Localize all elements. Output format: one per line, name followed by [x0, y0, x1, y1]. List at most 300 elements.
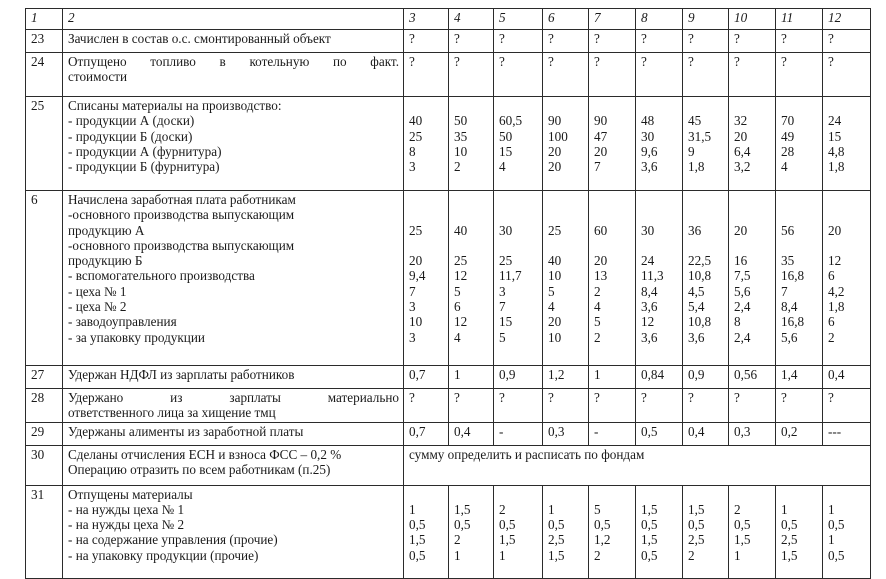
value-line: 30: [641, 128, 655, 144]
value-spacer: [734, 192, 771, 207]
value-line: 8: [409, 143, 416, 159]
description-line: - заводоуправления: [68, 314, 177, 330]
value-line: 6: [454, 299, 461, 315]
value-line: 10: [454, 143, 468, 159]
value-line: 0,5: [734, 517, 751, 533]
value-line: 15: [828, 128, 842, 144]
row-number: 31: [26, 485, 63, 578]
value-line: 4,5: [688, 283, 705, 299]
value-cell: [543, 422, 589, 445]
value-spacer: [499, 207, 538, 222]
value-line: 2: [454, 532, 461, 548]
value-line: 31,5: [688, 128, 712, 144]
value-cell: [636, 389, 683, 423]
table-row: [26, 191, 871, 366]
description-line: - вспомогательного производства: [68, 268, 255, 284]
value-line: 13: [594, 268, 608, 284]
value-line: 2,5: [548, 532, 565, 548]
value-line: 4,8: [828, 143, 845, 159]
value-spacer: [781, 238, 818, 253]
value-spacer: [828, 192, 866, 207]
value-line: 6,4: [734, 143, 751, 159]
value-spacer: [688, 207, 724, 222]
description-line: - за упаковку продукции: [68, 329, 205, 345]
value-cell: [543, 97, 589, 191]
value-line: 25: [499, 253, 513, 269]
value-line: 30: [641, 222, 655, 238]
value-line: 3,6: [641, 299, 658, 315]
value-cell: [729, 53, 776, 97]
value-line: 100: [548, 128, 568, 144]
value-line: 5: [594, 314, 601, 330]
header-col-4: 4: [449, 9, 494, 30]
value-line: 1,2: [548, 367, 565, 382]
value-line: 0,5: [641, 423, 658, 439]
value-line: -: [594, 423, 599, 439]
header-col-7: 7: [589, 9, 636, 30]
value-spacer: [548, 238, 584, 253]
value-line: ?: [734, 31, 740, 46]
value-line: ?: [828, 54, 834, 69]
value-spacer: [781, 192, 818, 207]
value-line: 4: [594, 299, 601, 315]
value-cell: [449, 389, 494, 423]
value-line: 12: [828, 253, 842, 269]
row-number: 25: [26, 97, 63, 191]
value-cell: [636, 30, 683, 53]
value-cell: [543, 389, 589, 423]
value-spacer: [548, 98, 584, 113]
value-spacer: [688, 238, 724, 253]
value-line: 5,6: [781, 329, 798, 345]
value-line: ?: [828, 31, 834, 46]
value-line: 2,4: [734, 329, 751, 345]
value-spacer: [688, 487, 724, 502]
row-number: 6: [26, 191, 63, 366]
value-line: 1,5: [781, 547, 798, 563]
value-cell: [636, 366, 683, 389]
merged-note-cell: сумму определить и расписать по фондам: [404, 445, 871, 485]
value-line: 1: [828, 532, 835, 548]
value-line: 0,5: [594, 517, 611, 533]
value-spacer: [594, 207, 631, 222]
value-line: ?: [409, 54, 415, 69]
value-line: 0,5: [409, 517, 426, 533]
value-line: 25: [454, 253, 468, 269]
value-line: 0,3: [734, 423, 751, 439]
value-spacer: [548, 487, 584, 502]
value-line: 1,5: [499, 532, 516, 548]
value-cell: [449, 97, 494, 191]
value-line: 4: [548, 299, 555, 315]
value-cell: [636, 191, 683, 366]
value-line: 28: [781, 143, 795, 159]
value-line: -: [499, 423, 504, 439]
value-spacer: [641, 192, 678, 207]
description-line: Начислена заработная плата работникам: [68, 192, 296, 207]
value-spacer: [828, 98, 866, 113]
value-spacer: [454, 238, 489, 253]
value-line: 1,4: [781, 367, 798, 382]
value-line: ?: [688, 31, 694, 46]
value-line: 8,4: [781, 299, 798, 315]
value-line: 1: [409, 501, 416, 517]
value-cell: [404, 53, 449, 97]
value-cell: [494, 30, 543, 53]
value-line: ?: [499, 31, 505, 46]
value-line: 1,5: [641, 501, 658, 517]
value-line: 15: [499, 314, 513, 330]
value-spacer: [454, 207, 489, 222]
value-line: 4: [454, 329, 461, 345]
value-cell: [494, 191, 543, 366]
value-cell: [683, 97, 729, 191]
value-line: 2,5: [688, 532, 705, 548]
value-line: ?: [548, 54, 554, 69]
value-line: 0,7: [409, 367, 426, 382]
row-description: [63, 389, 404, 423]
value-line: 48: [641, 113, 655, 129]
description-line: продукцию Б: [68, 253, 143, 269]
value-line: 36: [688, 222, 702, 238]
value-line: ?: [594, 31, 600, 46]
header-col-1: 1: [26, 9, 63, 30]
value-cell: [823, 366, 871, 389]
value-line: 5: [499, 329, 506, 345]
value-line: ?: [781, 31, 787, 46]
value-cell: [636, 485, 683, 578]
value-cell: [494, 422, 543, 445]
value-line: 0,5: [641, 517, 658, 533]
value-line: 2,4: [734, 299, 751, 315]
value-line: 0,5: [781, 517, 798, 533]
value-line: 9: [688, 143, 695, 159]
value-line: 20: [594, 253, 608, 269]
row-number: 28: [26, 389, 63, 423]
value-line: 20: [548, 143, 562, 159]
value-line: 40: [454, 222, 468, 238]
value-cell: [494, 53, 543, 97]
table-row: [26, 30, 871, 53]
value-cell: [636, 97, 683, 191]
value-line: ?: [734, 54, 740, 69]
value-spacer: [409, 98, 444, 113]
value-line: ?: [781, 54, 787, 69]
value-line: 40: [548, 253, 562, 269]
value-line: 10: [548, 329, 562, 345]
value-cell: [404, 366, 449, 389]
value-line: 0,5: [499, 517, 516, 533]
value-line: 20: [828, 222, 842, 238]
value-cell: [823, 485, 871, 578]
table-body: [26, 30, 871, 579]
table-row: [26, 53, 871, 97]
value-cell: [404, 97, 449, 191]
value-line: 7: [594, 159, 601, 175]
value-line: 2: [828, 329, 835, 345]
value-line: 5: [454, 283, 461, 299]
value-spacer: [409, 238, 444, 253]
value-line: 60,5: [499, 113, 523, 129]
value-spacer: [688, 192, 724, 207]
value-cell: [776, 422, 823, 445]
value-spacer: [641, 98, 678, 113]
value-cell: [404, 191, 449, 366]
value-line: 32: [734, 113, 748, 129]
value-line: 1,2: [594, 532, 611, 548]
value-line: 25: [409, 222, 423, 238]
description-line: - на нужды цеха № 2: [68, 517, 185, 533]
value-spacer: [594, 238, 631, 253]
value-cell: [683, 422, 729, 445]
value-line: 50: [454, 113, 468, 129]
value-line: 56: [781, 222, 795, 238]
description-line: Зачислен в состав о.с. смонтированный объект: [68, 31, 331, 46]
value-spacer: [594, 98, 631, 113]
value-line: ?: [688, 54, 694, 69]
value-line: 1,8: [828, 299, 845, 315]
value-line: 4,2: [828, 283, 845, 299]
value-line: 25: [548, 222, 562, 238]
value-cell: [404, 30, 449, 53]
value-line: 1,5: [734, 532, 751, 548]
value-line: 2: [499, 501, 506, 517]
value-cell: [729, 422, 776, 445]
value-line: 8: [734, 314, 741, 330]
value-line: 5: [548, 283, 555, 299]
value-cell: [823, 53, 871, 97]
value-line: 2: [454, 159, 461, 175]
row-description: [63, 485, 404, 578]
value-cell: [449, 191, 494, 366]
value-spacer: [641, 487, 678, 502]
value-line: ?: [734, 390, 740, 405]
table-row: [26, 445, 871, 485]
value-cell: [729, 485, 776, 578]
description-line: Удержано из зарплаты материально: [68, 390, 399, 405]
description-line: - продукции А (доски): [68, 113, 195, 129]
header-col-11: 11: [776, 9, 823, 30]
row-description: [63, 30, 404, 53]
header-row: [26, 9, 871, 30]
header-col-3: 3: [404, 9, 449, 30]
value-cell: [494, 485, 543, 578]
value-line: 70: [781, 113, 795, 129]
value-spacer: [454, 487, 489, 502]
table-row: [26, 97, 871, 191]
value-line: 2: [734, 501, 741, 517]
value-spacer: [594, 192, 631, 207]
value-line: 1: [781, 501, 788, 517]
description-line: Удержаны алименты из заработной платы: [68, 423, 304, 439]
value-line: 0,4: [454, 423, 471, 439]
table-sheet: [25, 8, 870, 579]
description-line: Отпущено топливо в котельную по факт.: [68, 54, 399, 69]
value-line: 0,84: [641, 367, 665, 382]
description-line: Отпущены материалы: [68, 486, 193, 502]
header-col-8: 8: [636, 9, 683, 30]
description-line: - на содержание управления (прочие): [68, 532, 278, 548]
value-line: 10: [548, 268, 562, 284]
value-spacer: [548, 192, 584, 207]
value-line: 1: [594, 367, 601, 382]
value-line: ?: [641, 54, 647, 69]
value-cell: [636, 53, 683, 97]
value-spacer: [499, 487, 538, 502]
header-col-5: 5: [494, 9, 543, 30]
value-cell: [404, 389, 449, 423]
value-line: 7,5: [734, 268, 751, 284]
value-line: 12: [454, 268, 468, 284]
row-number: 30: [26, 445, 63, 485]
value-line: 5: [594, 501, 601, 517]
table-row: [26, 366, 871, 389]
value-line: ?: [641, 31, 647, 46]
value-line: 3,6: [641, 159, 658, 175]
value-cell: [589, 389, 636, 423]
value-line: ?: [454, 390, 460, 405]
value-line: 3,2: [734, 159, 751, 175]
value-line: 5,4: [688, 299, 705, 315]
value-line: 1: [548, 501, 555, 517]
value-line: ?: [454, 54, 460, 69]
description-line: стоимости: [68, 69, 128, 85]
row-number: 24: [26, 53, 63, 97]
value-spacer: [828, 487, 866, 502]
value-line: ?: [409, 390, 415, 405]
value-line: 6: [828, 268, 835, 284]
value-cell: [494, 366, 543, 389]
value-cell: [776, 389, 823, 423]
value-line: 1: [454, 367, 461, 382]
value-cell: [589, 53, 636, 97]
row-description: [63, 191, 404, 366]
value-cell: [449, 485, 494, 578]
value-cell: [543, 30, 589, 53]
value-cell: [494, 389, 543, 423]
value-cell: [776, 485, 823, 578]
value-line: ?: [409, 31, 415, 46]
value-line: 12: [454, 314, 468, 330]
value-line: 1,8: [828, 159, 845, 175]
row-number: 29: [26, 422, 63, 445]
value-line: ?: [688, 390, 694, 405]
description-line: Сделаны отчисления ЕСН и взноса ФСС – 0,2 %: [68, 446, 342, 462]
value-cell: [683, 485, 729, 578]
value-line: 50: [499, 128, 513, 144]
value-spacer: [781, 98, 818, 113]
value-cell: [729, 191, 776, 366]
value-spacer: [409, 192, 444, 207]
value-spacer: [734, 98, 771, 113]
value-spacer: [641, 238, 678, 253]
value-cell: [683, 191, 729, 366]
value-cell: [449, 422, 494, 445]
value-cell: [543, 366, 589, 389]
value-cell: [729, 97, 776, 191]
value-line: ?: [454, 31, 460, 46]
table-row: [26, 389, 871, 423]
value-line: 60: [594, 222, 608, 238]
value-spacer: [594, 487, 631, 502]
value-line: 90: [594, 113, 608, 129]
value-line: ?: [548, 390, 554, 405]
value-spacer: [828, 238, 866, 253]
value-line: ?: [781, 390, 787, 405]
value-cell: [776, 53, 823, 97]
value-spacer: [734, 207, 771, 222]
value-cell: [683, 389, 729, 423]
description-line: -основного производства выпускающим: [68, 237, 295, 253]
value-line: 20: [734, 128, 748, 144]
header-col-6: 6: [543, 9, 589, 30]
row-description: [63, 366, 404, 389]
value-line: 15: [499, 143, 513, 159]
description-line: - продукции Б (доски): [68, 128, 193, 144]
value-line: 7: [781, 283, 788, 299]
value-cell: [589, 366, 636, 389]
table-header: [26, 9, 871, 30]
value-spacer: [641, 207, 678, 222]
value-line: 0,2: [781, 423, 798, 439]
description-line: - на нужды цеха № 1: [68, 501, 185, 517]
value-line: 7: [409, 283, 416, 299]
value-line: 0,3: [548, 423, 565, 439]
value-cell: [776, 30, 823, 53]
value-line: 3: [499, 283, 506, 299]
value-line: 0,5: [688, 517, 705, 533]
value-line: 3,6: [688, 329, 705, 345]
value-line: 2: [594, 547, 601, 563]
value-cell: [823, 30, 871, 53]
header-col-12: 12: [823, 9, 871, 30]
value-line: 40: [409, 113, 423, 129]
value-line: 0,9: [499, 367, 516, 382]
value-line: 49: [781, 128, 795, 144]
value-spacer: [734, 487, 771, 502]
value-line: ?: [641, 390, 647, 405]
value-line: 1,5: [688, 501, 705, 517]
value-cell: [589, 422, 636, 445]
value-cell: [543, 485, 589, 578]
value-cell: [776, 366, 823, 389]
value-cell: [449, 53, 494, 97]
row-description: [63, 422, 404, 445]
value-line: 0,5: [409, 547, 426, 563]
description-line: - на упаковку продукции (прочие): [68, 547, 259, 563]
value-line: 25: [409, 128, 423, 144]
value-cell: [589, 97, 636, 191]
table-row: [26, 485, 871, 578]
value-line: 9,6: [641, 143, 658, 159]
value-line: 90: [548, 113, 562, 129]
value-spacer: [409, 487, 444, 502]
row-number: 23: [26, 30, 63, 53]
value-cell: [776, 191, 823, 366]
value-cell: [683, 366, 729, 389]
value-line: 3,6: [641, 329, 658, 345]
value-line: 9,4: [409, 268, 426, 284]
value-cell: [729, 366, 776, 389]
value-cell: [449, 366, 494, 389]
value-spacer: [828, 207, 866, 222]
value-line: 2: [688, 547, 695, 563]
description-line: - цеха № 2: [68, 299, 127, 315]
value-cell: [494, 97, 543, 191]
value-line: 4: [781, 159, 788, 175]
value-line: 10,8: [688, 268, 712, 284]
value-line: 11,7: [499, 268, 522, 284]
